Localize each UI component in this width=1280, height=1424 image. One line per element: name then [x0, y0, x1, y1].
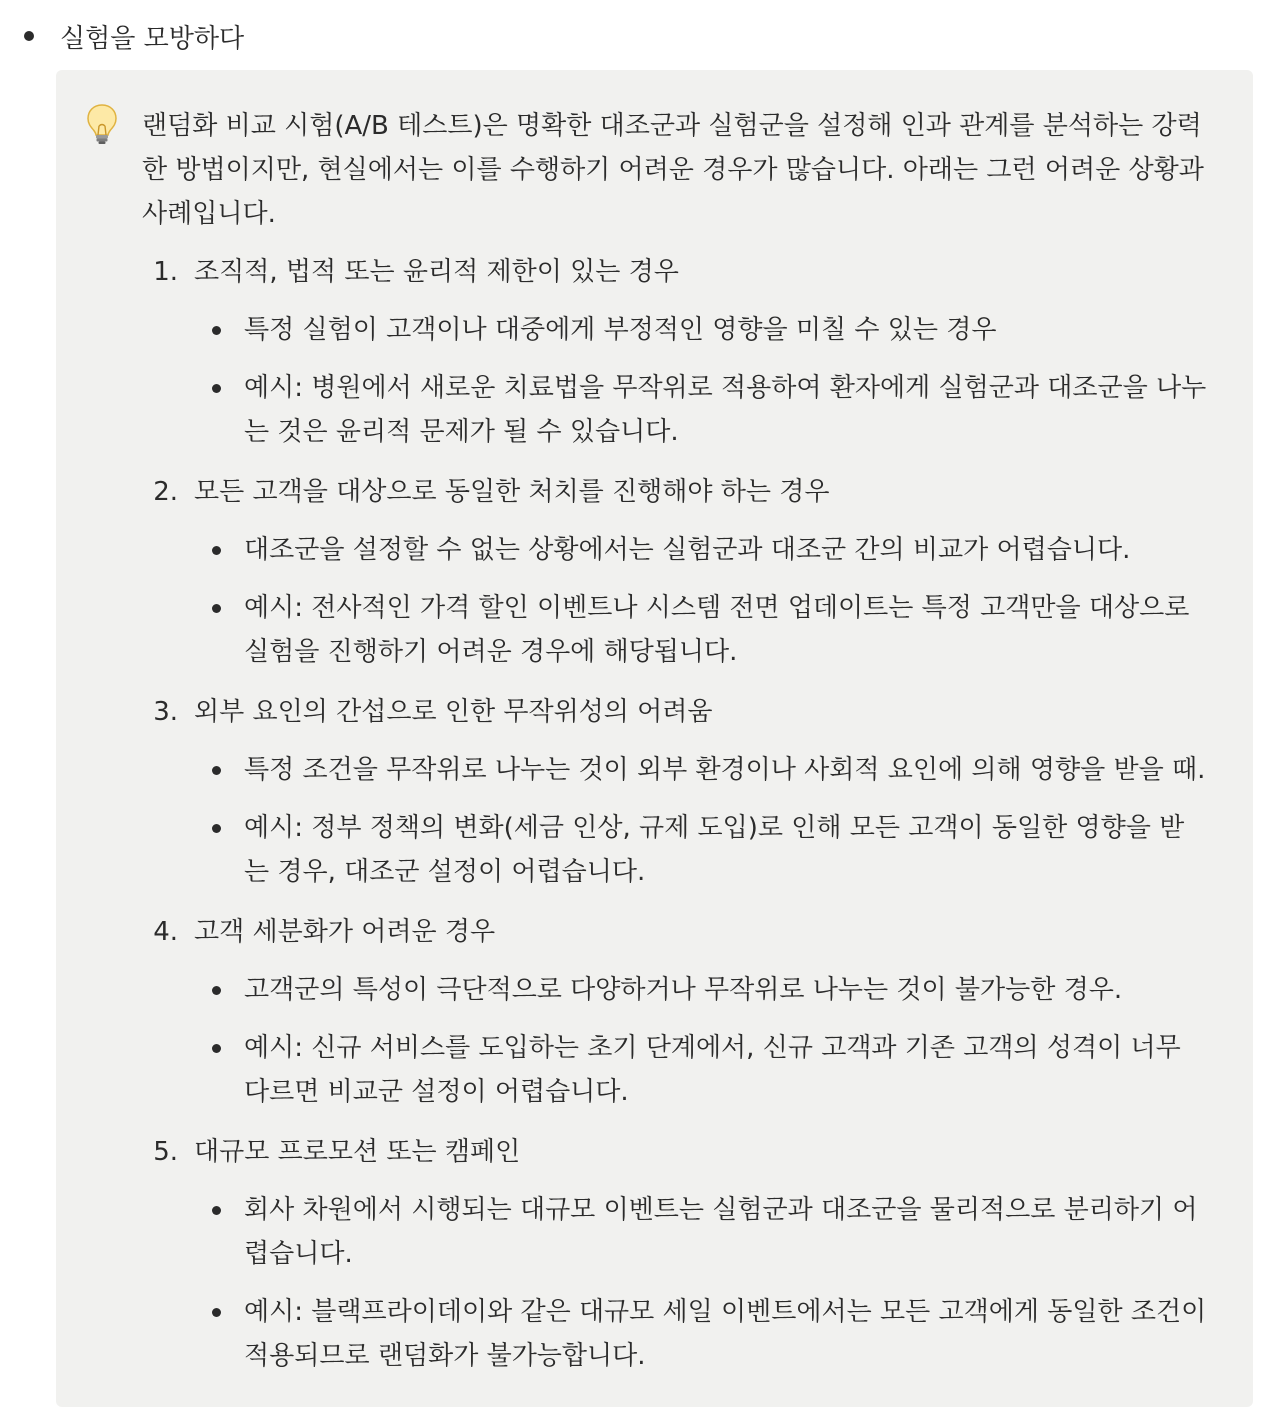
section-title — [142, 690, 1222, 734]
list-item — [142, 586, 1208, 674]
heading-bullet — [24, 12, 244, 60]
bullet-dot — [24, 31, 34, 41]
list-item-text: 특정 조건을 무작위로 나누는 것이 외부 환경이나 사회적 요인에 의해 영향을 받을 때. — [244, 755, 1206, 785]
list-item — [142, 1026, 1208, 1114]
section-title — [142, 470, 1222, 514]
bullet-dot — [212, 326, 221, 335]
section-title-text: 조직적, 법적 또는 윤리적 제한이 있는 경우 — [194, 257, 679, 287]
list-item — [142, 1188, 1208, 1276]
heading-text: 실험을 모방하다 — [60, 23, 245, 54]
list-item — [142, 308, 1208, 352]
bullet-dot — [212, 986, 221, 995]
section-1 — [142, 250, 1222, 454]
list-item — [142, 806, 1208, 894]
section-title-text: 외부 요인의 간섭으로 인한 무작위성의 어려움 — [194, 697, 713, 727]
list-item — [142, 1290, 1208, 1378]
callout-intro: 랜덤화 비교 시험(A/B 테스트)은 명확한 대조군과 실험군을 설정해 인과 관계를 분석하는 강력한 방법이지만, 현실에서는 이를 수행하기 어려운 경우가 많습니다. 아래는 그런 어려운 상황과 사례입니다. — [142, 111, 1213, 229]
section-title-text: 대규모 프로모션 또는 캠페인 — [194, 1137, 521, 1167]
section-number: 3. — [153, 697, 178, 727]
bullet-dot — [212, 1044, 221, 1053]
list-item-text: 회사 차원에서 시행되는 대규모 이벤트는 실험군과 대조군을 물리적으로 분리하기 어렵습니다. — [244, 1195, 1198, 1269]
list-item — [142, 748, 1208, 792]
section-title — [142, 250, 1222, 294]
section-title — [142, 1130, 1222, 1174]
section-3 — [142, 690, 1222, 894]
bullet-dot — [212, 766, 221, 775]
list-item-text: 고객군의 특성이 극단적으로 다양하거나 무작위로 나누는 것이 불가능한 경우. — [244, 975, 1123, 1005]
section-number: 5. — [153, 1137, 178, 1167]
section-title-text: 고객 세분화가 어려운 경우 — [194, 917, 496, 947]
list-item — [142, 968, 1208, 1012]
lightbulb-icon — [84, 102, 120, 146]
bullet-dot — [212, 1308, 221, 1317]
section-number: 2. — [153, 477, 178, 507]
section-number: 1. — [153, 257, 178, 287]
section-title-text: 모든 고객을 대상으로 동일한 처치를 진행해야 하는 경우 — [194, 477, 830, 507]
list-item-text: 예시: 블랙프라이데이와 같은 대규모 세일 이벤트에서는 모든 고객에게 동일한 조건이 적용되므로 랜덤화가 불가능합니다. — [244, 1297, 1207, 1371]
callout-block — [56, 70, 1253, 1407]
list-item-text: 특정 실험이 고객이나 대중에게 부정적인 영향을 미칠 수 있는 경우 — [244, 315, 997, 345]
section-2 — [142, 470, 1222, 674]
list-item-text: 예시: 전사적인 가격 할인 이벤트나 시스템 전면 업데이트는 특정 고객만을 대상으로 실험을 진행하기 어려운 경우에 해당됩니다. — [244, 593, 1190, 667]
bullet-dot — [212, 824, 221, 833]
section-title — [142, 910, 1222, 954]
list-item — [142, 528, 1208, 572]
section-4 — [142, 910, 1222, 1114]
list-item-text: 대조군을 설정할 수 없는 상황에서는 실험군과 대조군 간의 비교가 어렵습니다. — [244, 535, 1131, 565]
bullet-dot — [212, 546, 221, 555]
section-5 — [142, 1130, 1222, 1378]
list-item-text: 예시: 신규 서비스를 도입하는 초기 단계에서, 신규 고객과 기존 고객의 성격이 너무 다르면 비교군 설정이 어렵습니다. — [244, 1033, 1181, 1107]
list-item — [142, 366, 1208, 454]
bullet-dot — [212, 384, 221, 393]
bullet-dot — [212, 1206, 221, 1215]
bullet-dot — [212, 604, 221, 613]
list-item-text: 예시: 병원에서 새로운 치료법을 무작위로 적용하여 환자에게 실험군과 대조군을 나누는 것은 윤리적 문제가 될 수 있습니다. — [244, 373, 1207, 447]
section-number: 4. — [153, 917, 178, 947]
list-item-text: 예시: 정부 정책의 변화(세금 인상, 규제 도입)로 인해 모든 고객이 동일한 영향을 받는 경우, 대조군 설정이 어렵습니다. — [244, 813, 1185, 887]
